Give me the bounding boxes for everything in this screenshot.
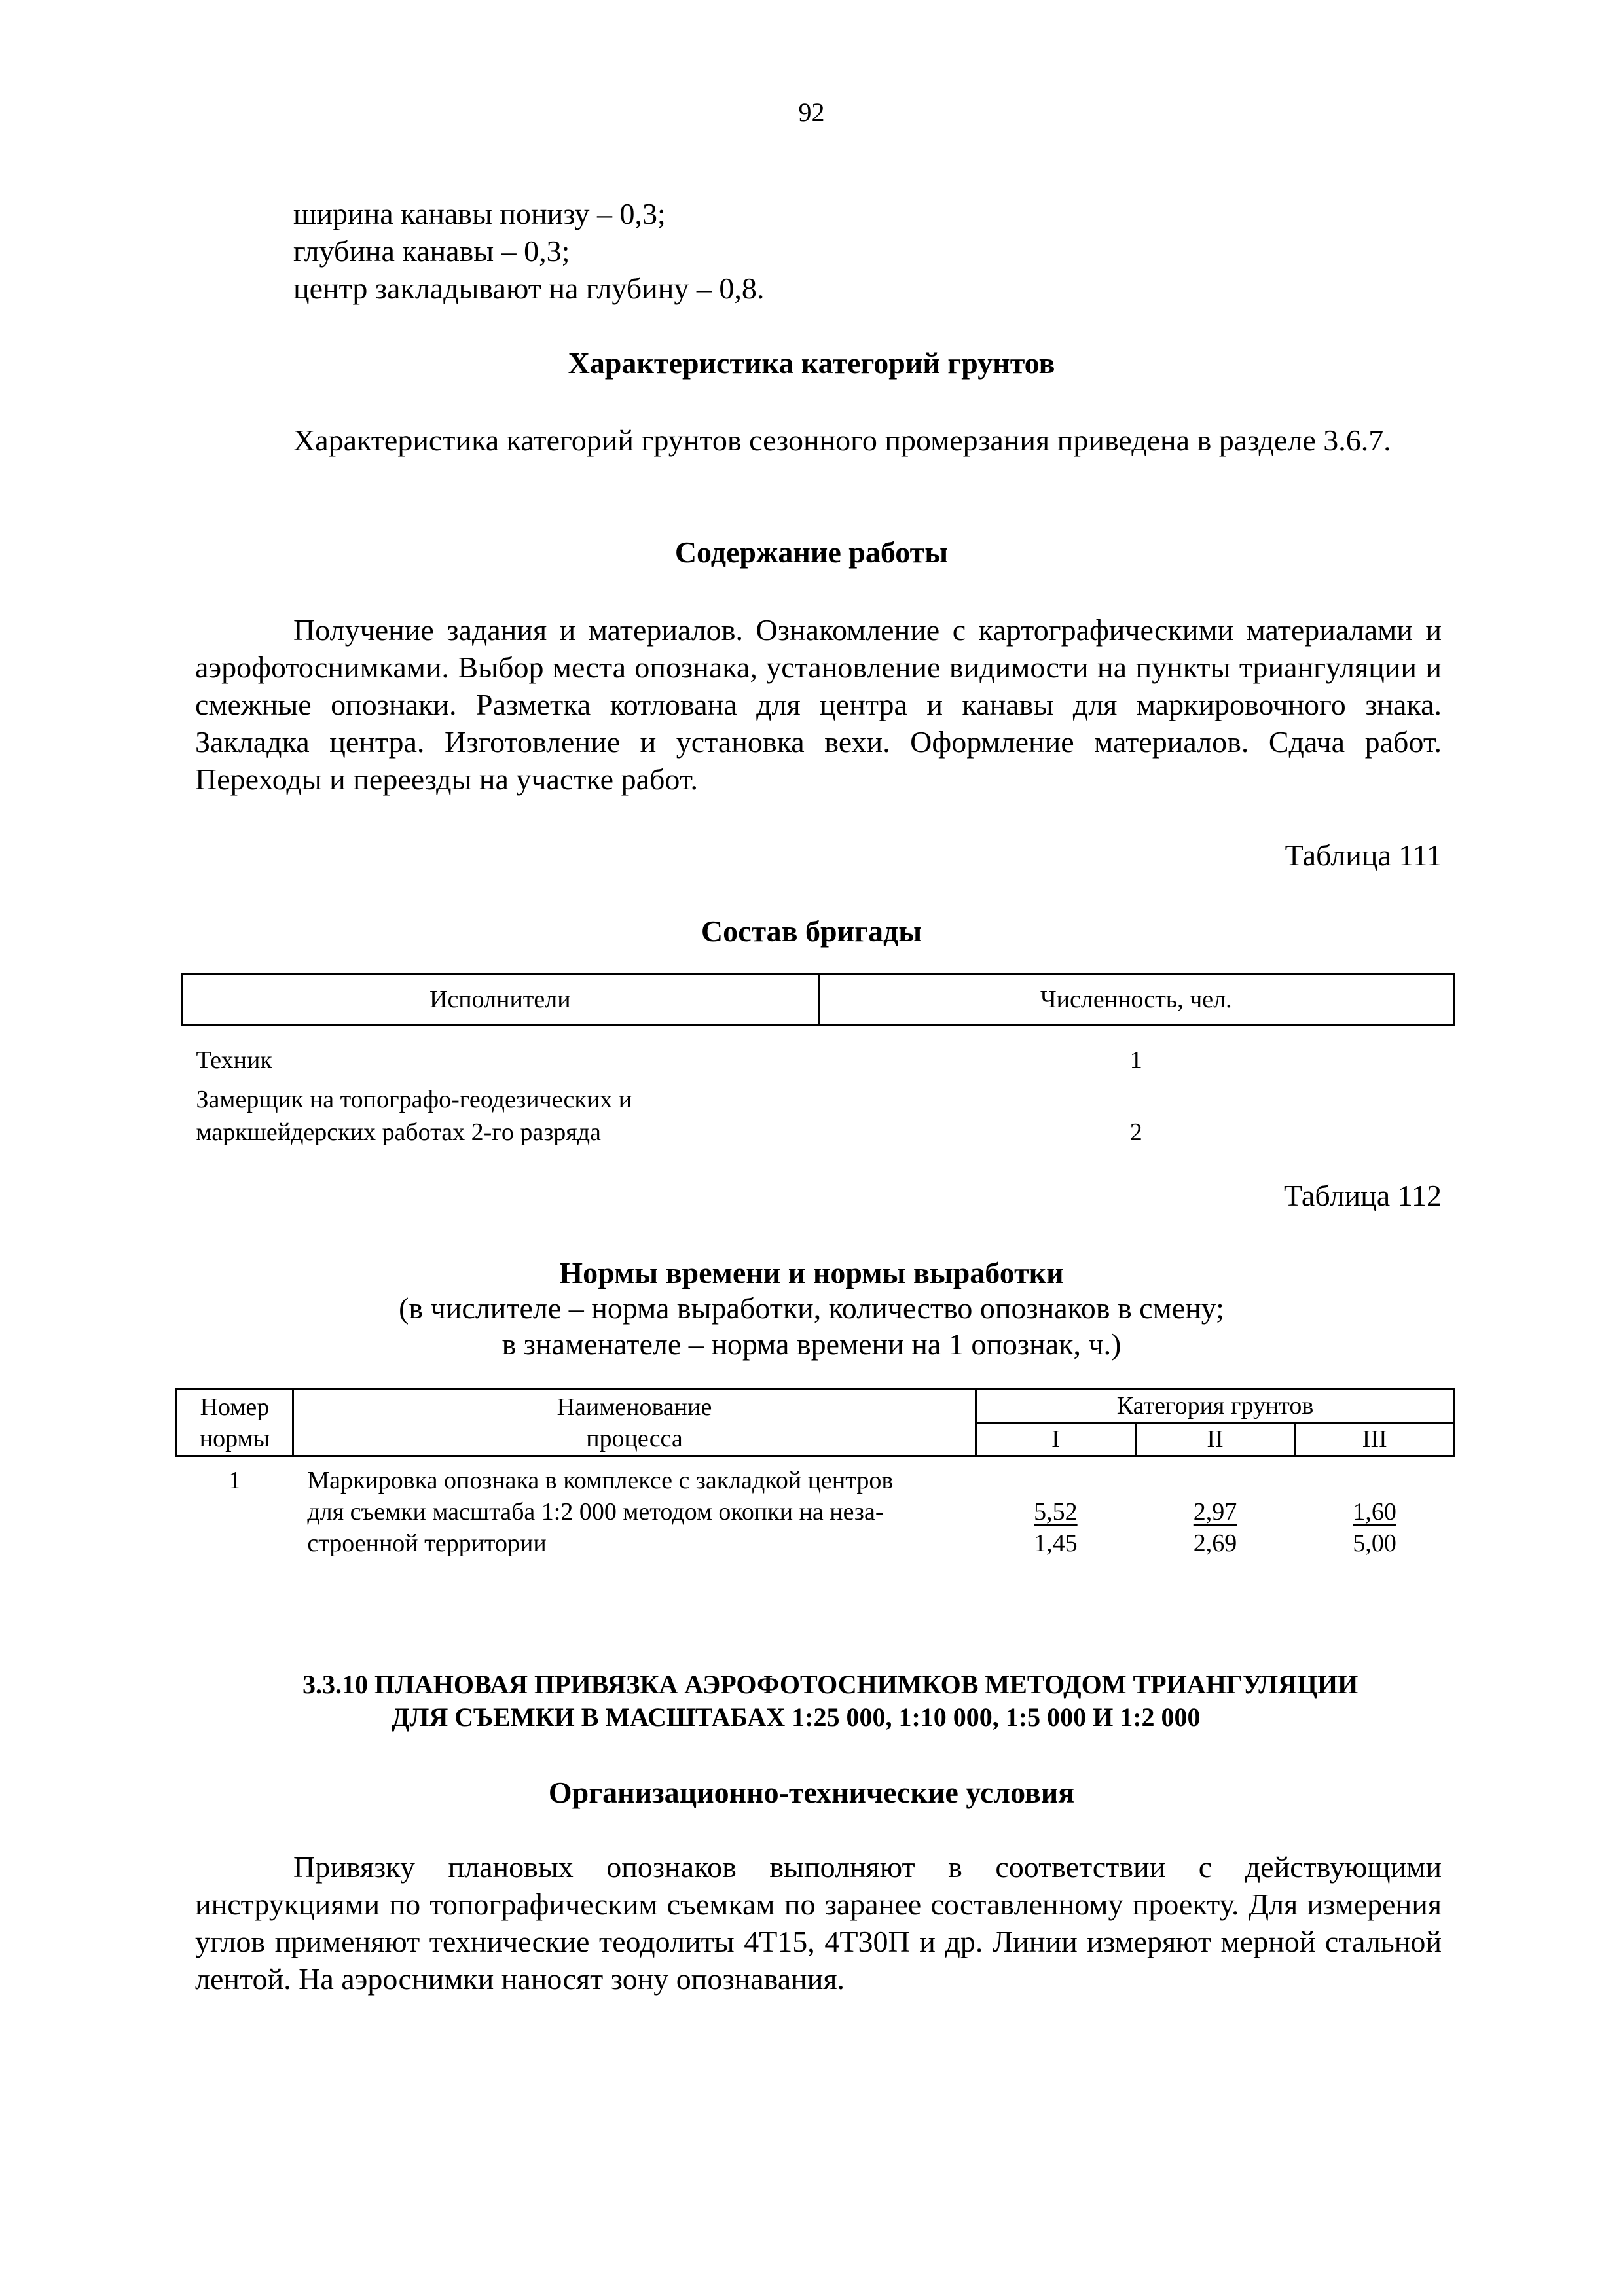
cell-norm-number: 1	[228, 1467, 241, 1494]
cell-count: 1	[1129, 1047, 1142, 1074]
list-item: центр закладывают на глубину – 0,8.	[293, 272, 765, 305]
list-item: ширина канавы понизу – 0,3;	[293, 197, 666, 230]
table-112-label: Таблица 112	[1283, 1179, 1442, 1212]
column-header-performers: Исполнители	[182, 975, 819, 1025]
column-header-count: Численность, чел.	[818, 975, 1453, 1025]
table-112-title: Нормы времени и нормы выработки	[559, 1256, 1064, 1289]
table-112-subtitle-line1: (в числителе – норма выработки, количество опознаков в смену;	[399, 1291, 1224, 1325]
section-title-line1: 3.3.10 ПЛАНОВАЯ ПРИВЯЗКА АЭРОФОТОСНИМКОВ МЕТОДОМ ТРИАНГУЛЯЦИИ	[302, 1670, 1359, 1699]
org-tech-text: Привязку плановых опознаков выполняют в соответствии с действующими инструкциями по топографическим съемкам по заранее составленному проекту. Для измерения углов применяют технические теодолиты 4Т15, 4Т30П и др. Линии измеряют мерной стальной лентой. На аэроснимки наносят зону опознавания.	[195, 1850, 1442, 1996]
intro-list	[293, 195, 1472, 307]
cell-performer: Техник	[196, 1047, 272, 1074]
work-content-heading: Содержание работы	[674, 535, 949, 569]
crew-table	[181, 973, 1455, 1149]
table-111-label: Таблица 111	[1285, 838, 1442, 872]
denominator: 1,45	[1034, 1530, 1078, 1557]
org-tech-conditions-heading: Организационно-технические условия	[548, 1776, 1075, 1809]
cell-category-1-value	[976, 1456, 1136, 1560]
table-112-subtitle-line2: в знаменателе – норма времени на 1 опознак, ч.)	[501, 1327, 1122, 1361]
cell-category-3-value	[1295, 1456, 1455, 1560]
cell-process: Маркировка опознака в комплексе с закладкой центров для съемки масштаба 1:2 000 методом окопки на неза- строенной территории	[307, 1467, 894, 1557]
column-header-category-3: III	[1295, 1423, 1455, 1456]
table-header-row	[182, 975, 1454, 1025]
column-header-category-1: I	[976, 1423, 1136, 1456]
table-row	[182, 1077, 1454, 1149]
work-content-paragraph	[195, 611, 1442, 798]
cell-count: 2	[1129, 1119, 1142, 1146]
denominator: 2,69	[1193, 1530, 1237, 1557]
norms-table	[175, 1388, 1455, 1559]
table-row	[182, 1025, 1454, 1077]
section-title	[302, 1668, 1481, 1734]
org-tech-paragraph	[195, 1848, 1442, 1998]
table-row	[177, 1456, 1455, 1560]
numerator: 2,97	[1193, 1498, 1237, 1526]
section-title-line2: ДЛЯ СЪЕМКИ В МАСШТАБАХ 1:25 000, 1:10 000, 1:5 000 И 1:2 000	[392, 1702, 1201, 1732]
column-header-process: Наименование процесса	[293, 1390, 976, 1456]
list-item: глубина канавы – 0,3;	[293, 234, 570, 268]
page-number: 92	[798, 98, 825, 127]
table-111-title: Состав бригады	[701, 914, 922, 948]
table-header-row	[177, 1390, 1455, 1423]
soil-categories-text: Характеристика категорий грунтов сезонного промерзания приведена в разделе 3.6.7.	[293, 423, 1391, 457]
denominator: 5,00	[1353, 1530, 1396, 1557]
column-header-norm-number: Номер нормы	[177, 1390, 293, 1456]
numerator: 5,52	[1034, 1498, 1078, 1526]
column-header-soil-category: Категория грунтов	[976, 1390, 1455, 1423]
soil-categories-heading: Характеристика категорий грунтов	[568, 346, 1055, 380]
cell-performer: Замерщик на топографо-геодезических и маркшейдерских работах 2-го разряда	[196, 1086, 632, 1146]
cell-category-2-value	[1135, 1456, 1295, 1560]
numerator: 1,60	[1353, 1498, 1396, 1526]
soil-categories-paragraph	[195, 422, 1442, 459]
column-header-category-2: II	[1135, 1423, 1295, 1456]
work-content-text: Получение задания и материалов. Ознакомление с картографическими материалами и аэрофотоснимками. Выбор места опознака, установление видимости на пункты триангуляции и смежные опознаки. Разметка котлована для центра и канавы для маркировочного знака. Закладка центра. Изготовление и установка вехи. Оформление материалов. Сдача работ. Переходы и переезды на участке работ.	[195, 613, 1442, 796]
